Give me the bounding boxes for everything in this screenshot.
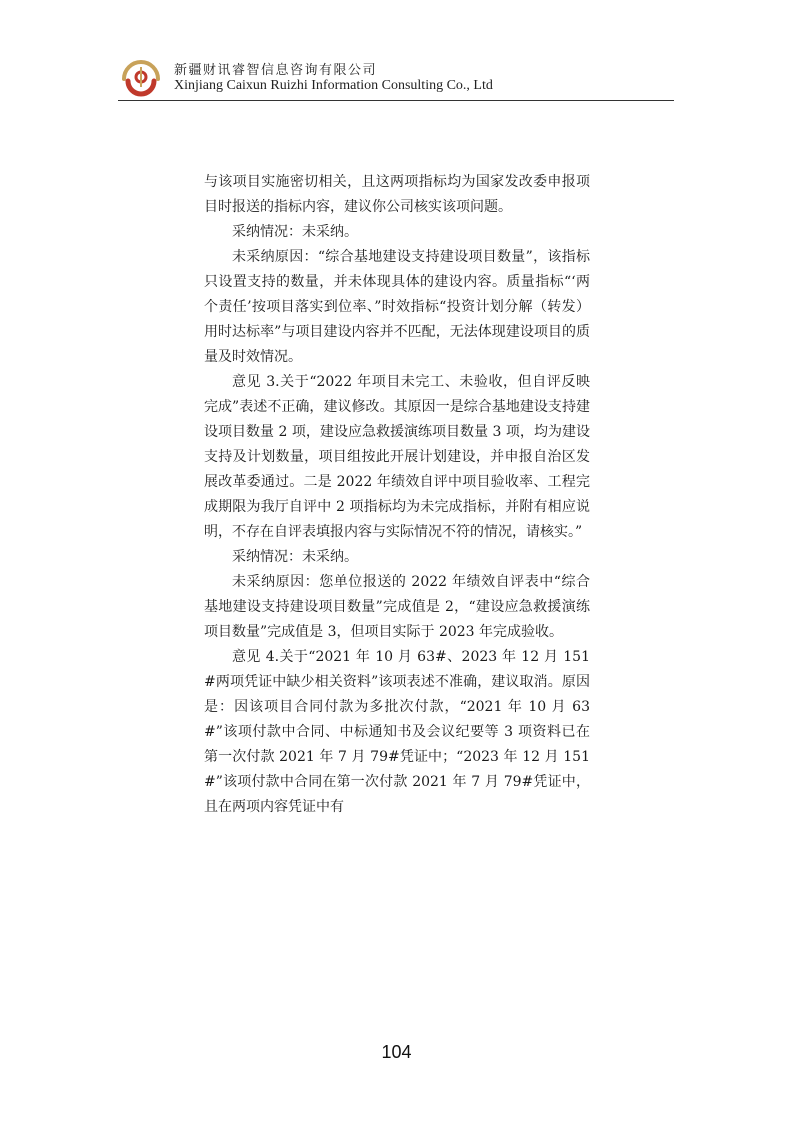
paragraph: 未采纳原因：“综合基地建设支持建设项目数量”，该指标只设置支持的数量，并未体现具体的建设内容。质量指标“‘两个责任’按项目落实到位率、”时效指标“投资计划分解（转发）用时达标率”与项目建设内容并不匹配，无法体现建设项目的质量及时效情况。 [204, 249, 590, 365]
paragraph: 未采纳原因：您单位报送的 2022 年绩效自评表中“综合基地建设支持建设项目数量”完成值是 2，“建设应急救援演练项目数量”完成值是 3，但项目实际于 2023 年完成验收。 [204, 574, 590, 640]
paragraph: 意见 3.关于“2022 年项目未完工、未验收，但自评反映完成”表述不正确，建议修改。其原因一是综合基地建设支持建设项目数量 2 项，建设应急救援演练项目数量 3 项，均为建设支持及计划数量，项目组按此开展计划建设，并申报自治区发展改革委通过。二是 2022 年绩效自评中项目验收率、工程完成期限为我厅自评中 2 项指标均为未完成指标，并附有相应说明，不存在自评表填报内容与实际情况不符的情况，请核实。” [204, 374, 590, 540]
document-body [204, 170, 590, 820]
company-name-en: Xinjiang Caixun Ruizhi Information Consulting Co., Ltd [174, 78, 493, 93]
header-divider [118, 100, 674, 101]
paragraph: 意见 4.关于“2021 年 10 月 63#、2023 年 12 月 151#两项凭证中缺少相关资料”该项表述不准确，建议取消。原因是：因该项目合同付款为多批次付款，“2021 年 10 月 63#”该项付款中合同、中标通知书及会议纪要等 3 项资料已在第一次付款 2021 年 7 月 79#凭证中；“2023 年 12 月 151#”该项付款中合同在第一次付款 2021 年 7 月 79#凭证中，且在两项内容凭证中有 [204, 649, 590, 815]
paragraph: 采纳情况：未采纳。 [232, 549, 358, 565]
paragraph: 采纳情况：未采纳。 [232, 224, 358, 240]
page-header [118, 55, 674, 103]
page-number: 104 [381, 1042, 412, 1062]
company-name-cn: 新疆财讯睿智信息咨询有限公司 [174, 63, 378, 78]
paragraph: 与该项目实施密切相关，且这两项指标均为国家发改委申报项目时报送的指标内容，建议你公司核实该项问题。 [204, 174, 590, 215]
company-logo-icon [118, 57, 164, 97]
